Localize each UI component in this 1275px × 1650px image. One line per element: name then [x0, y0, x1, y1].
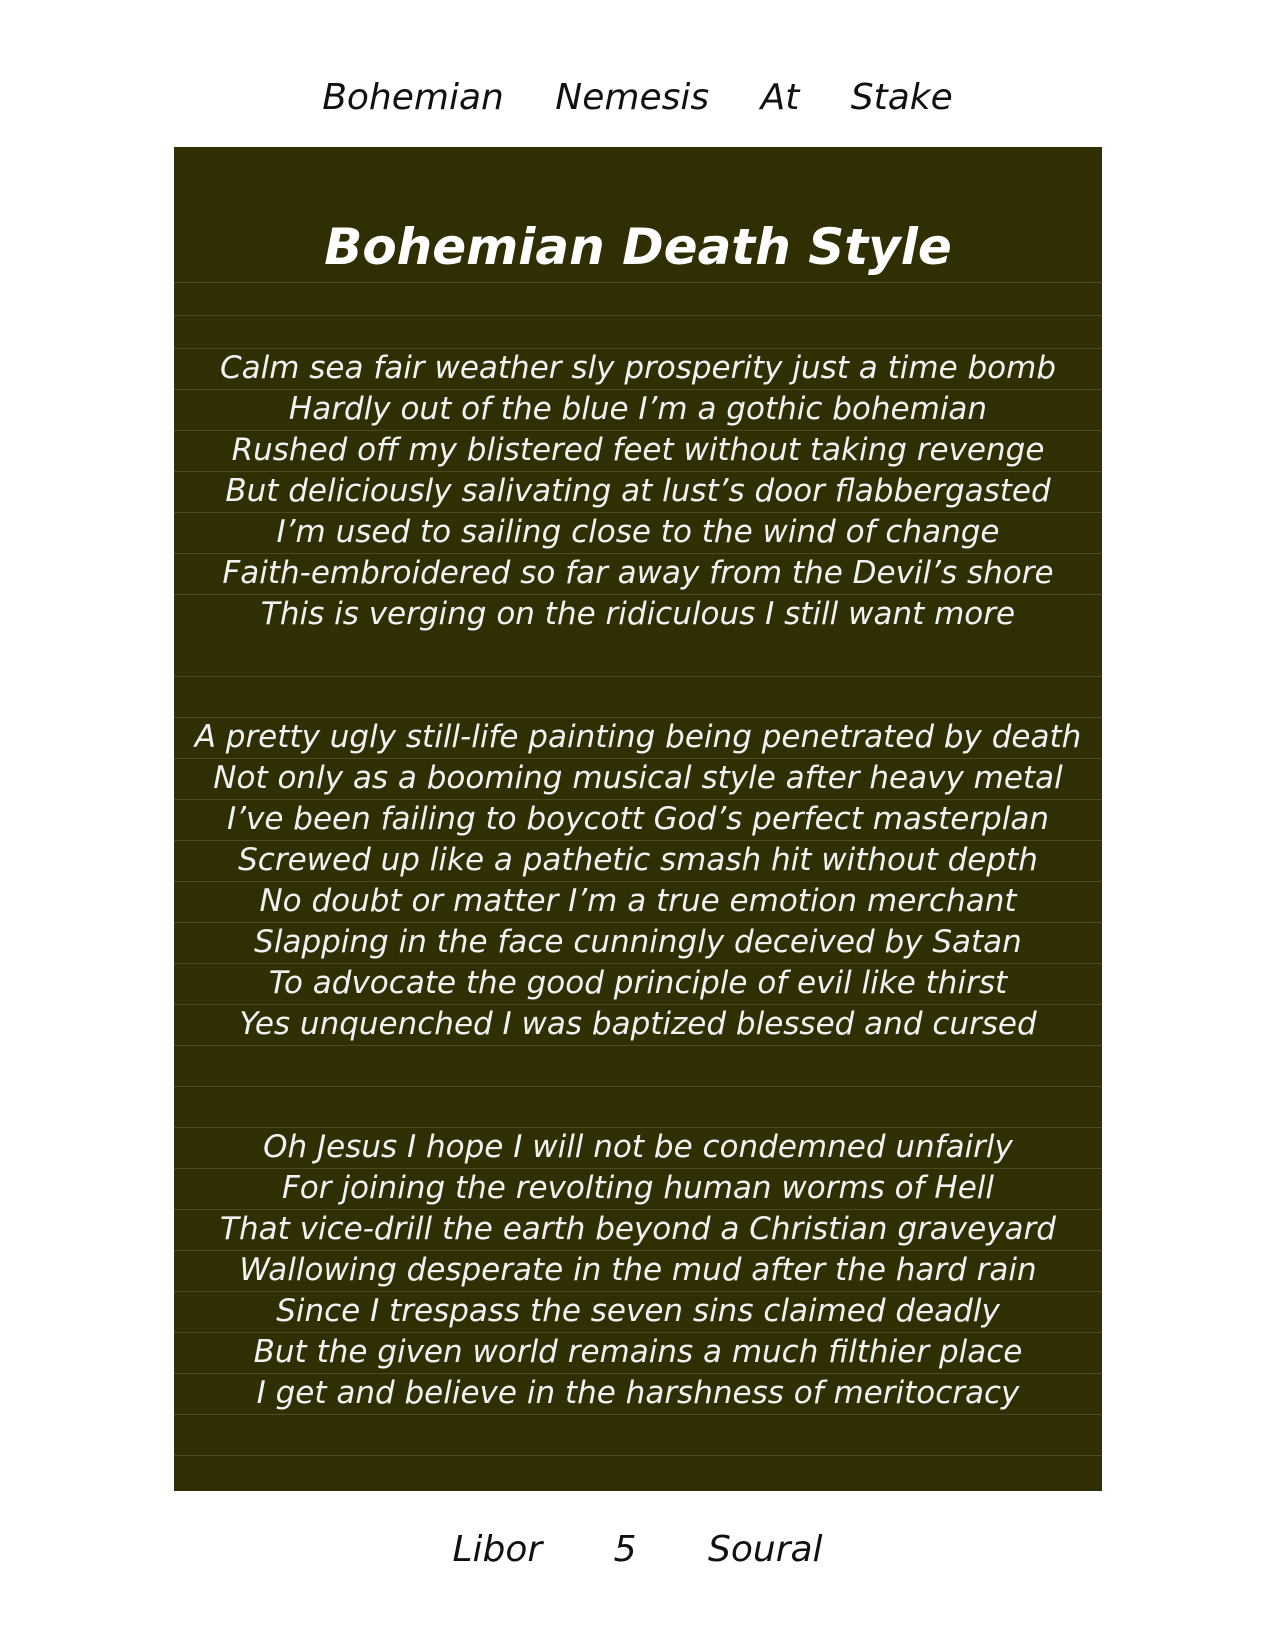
rule-row: [174, 316, 1102, 349]
rule-row: [174, 283, 1102, 316]
poem-line: A pretty ugly still-life painting being penetrated by death: [194, 719, 1082, 755]
poem-line: Wallowing desperate in the mud after the hard rain: [239, 1252, 1037, 1288]
poem-line: Yes unquenched I was baptized blessed and cursed: [239, 1006, 1037, 1042]
poem-line: To advocate the good principle of evil like thirst: [268, 965, 1008, 1001]
poem-line: No doubt or matter I’m a true emotion merchant: [259, 883, 1017, 919]
running-footer: [0, 1524, 1275, 1576]
poem-line: Faith-embroidered so far away from the Devil’s shore: [222, 555, 1054, 591]
poem-line: But the given world remains a much filthier place: [253, 1334, 1023, 1370]
poem-title: Bohemian Death Style: [324, 218, 952, 276]
header-word-2: Nemesis: [555, 77, 710, 118]
poem-line: For joining the revolting human worms of Hell: [281, 1170, 995, 1206]
page-number: 5: [613, 1529, 637, 1570]
poem-line: Rushed off my blistered feet without taking revenge: [231, 432, 1045, 468]
poem-line: Hardly out of the blue I’m a gothic bohemian: [288, 391, 988, 427]
header-word-4: Stake: [850, 77, 953, 118]
poem-line: Since I trespass the seven sins claimed deadly: [276, 1293, 1000, 1329]
poem-panel: [174, 147, 1102, 1491]
footer-author-first: Libor: [452, 1529, 543, 1570]
poem-line: Not only as a booming musical style after heavy metal: [213, 760, 1063, 796]
poem-line: Slapping in the face cunningly deceived by Satan: [254, 924, 1022, 960]
rule-row: [174, 1415, 1102, 1456]
poem-line: I’m used to sailing close to the wind of change: [276, 514, 1000, 550]
poem-line: This is verging on the ridiculous I still want more: [260, 596, 1016, 632]
poem-line: Screwed up like a pathetic smash hit without depth: [238, 842, 1038, 878]
header-word-1: Bohemian: [322, 77, 504, 118]
poem-line: I’ve been failing to boycott God’s perfect masterplan: [227, 801, 1049, 837]
running-header: [0, 72, 1275, 124]
rule-row: [174, 1046, 1102, 1087]
rule-row: [174, 677, 1102, 718]
footer-author-last: Soural: [708, 1529, 823, 1570]
rule-row: [174, 1087, 1102, 1128]
poem-line: But deliciously salivating at lust’s door flabbergasted: [225, 473, 1051, 509]
poem-line: I get and believe in the harshness of meritocracy: [256, 1375, 1020, 1411]
poem-line: That vice-drill the earth beyond a Christian graveyard: [220, 1211, 1056, 1247]
poem-line: Calm sea fair weather sly prosperity just a time bomb: [219, 350, 1057, 386]
poem-line: Oh Jesus I hope I will not be condemned unfairly: [263, 1129, 1013, 1165]
header-word-3: At: [760, 77, 800, 118]
